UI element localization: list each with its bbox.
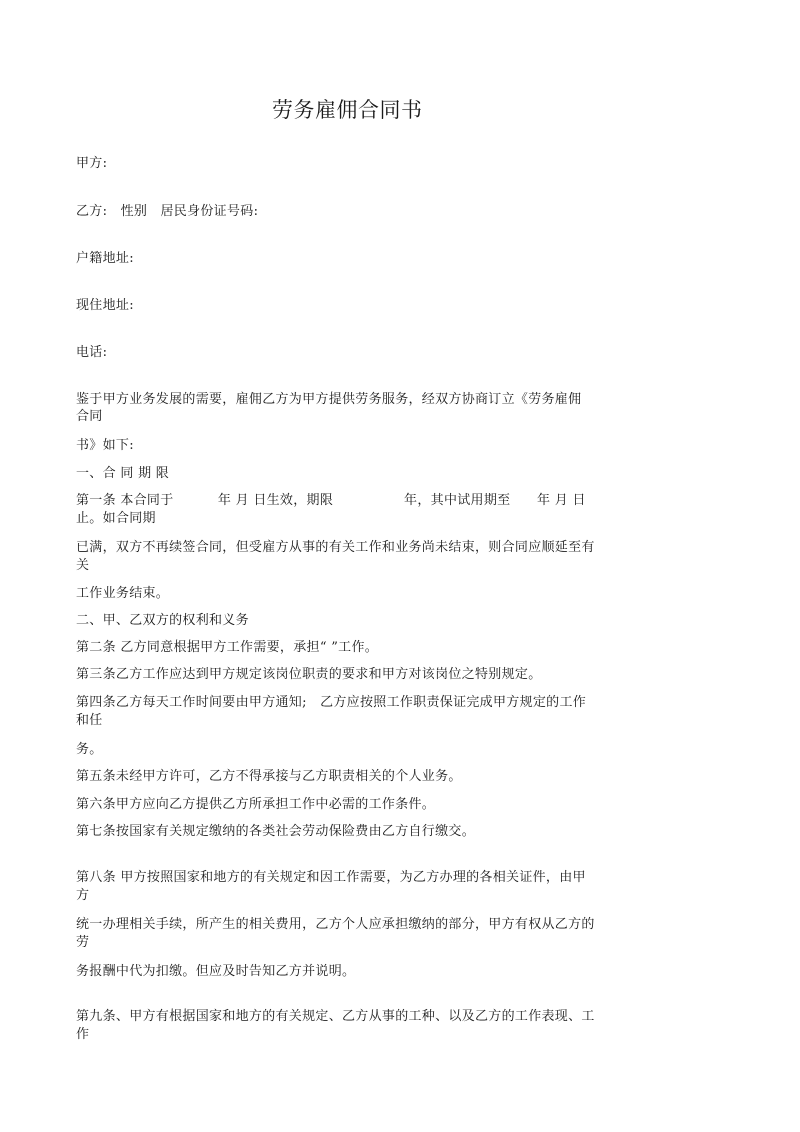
section-heading: 一、合 同 期 限 [76,466,170,481]
article-line: 务。 [76,742,103,757]
article-line: 和任 [76,713,103,728]
article-line: 第八条 甲方按照国家和地方的有关规定和因工作需要，为乙方办理的各相关证件，由甲 [76,870,586,885]
article-line: 第一条 本合同于 年 月 日生效，期限 年，其中试用期至 年 月 日 [76,493,586,508]
article-line: 已满，双方不再续签合同，但受雇方从事的有关工作和业务尚未结束，则合同应顺延至有 [76,540,595,555]
current-address-line: 现住地址: [76,298,134,313]
party-b-line: 乙方: 性别 居民身份证号码: [76,204,259,219]
preamble-line: 书》如下: [76,438,134,453]
article-line: 止。如合同期 [76,511,156,526]
preamble-line: 合同 [76,409,103,424]
article-line: 第三条乙方工作应达到甲方规定该岗位职责的要求和甲方对该岗位之特别规定。 [76,667,542,682]
article-line: 方 [76,888,90,903]
article-line: 统一办理相关手续，所产生的相关费用，乙方个人应承担缴纳的部分，甲方有权从乙方的 [76,917,595,932]
household-address-line: 户籍地址: [76,251,134,266]
article-line: 第四条乙方每天工作时间要由甲方通知; 乙方应按照工作职责保证完成甲方规定的工作 [76,695,587,710]
article-line: 工作业务结束。 [76,586,170,601]
article-line: 第七条按国家有关规定缴纳的各类社会劳动保险费由乙方自行缴交。 [76,824,476,839]
document-title: 劳务雇佣合同书 [272,98,423,122]
article-line: 务报酬中代为扣缴。但应及时告知乙方并说明。 [76,964,356,979]
article-line: 劳 [76,935,90,950]
article-line: 第九条、甲方有根据国家和地方的有关规定、乙方从事的工种、以及乙方的工作表现、工 [76,1009,595,1024]
article-line: 第五条未经甲方许可，乙方不得承接与乙方职责相关的个人业务。 [76,769,462,784]
section-heading: 二、甲、乙双方的权利和义务 [76,613,249,628]
phone-line: 电话: [76,345,108,360]
article-line: 作 [76,1027,90,1042]
article-line: 第二条 乙方同意根据甲方工作需要，承担“ ”工作。 [76,640,379,655]
party-a-line: 甲方: [76,156,108,171]
preamble-line: 鉴于甲方业务发展的需要，雇佣乙方为甲方提供劳务服务，经双方协商订立《劳务雇佣 [76,392,582,407]
article-line: 关 [76,558,90,573]
article-line: 第六条甲方应向乙方提供乙方所承担工作中必需的工作条件。 [76,797,436,812]
